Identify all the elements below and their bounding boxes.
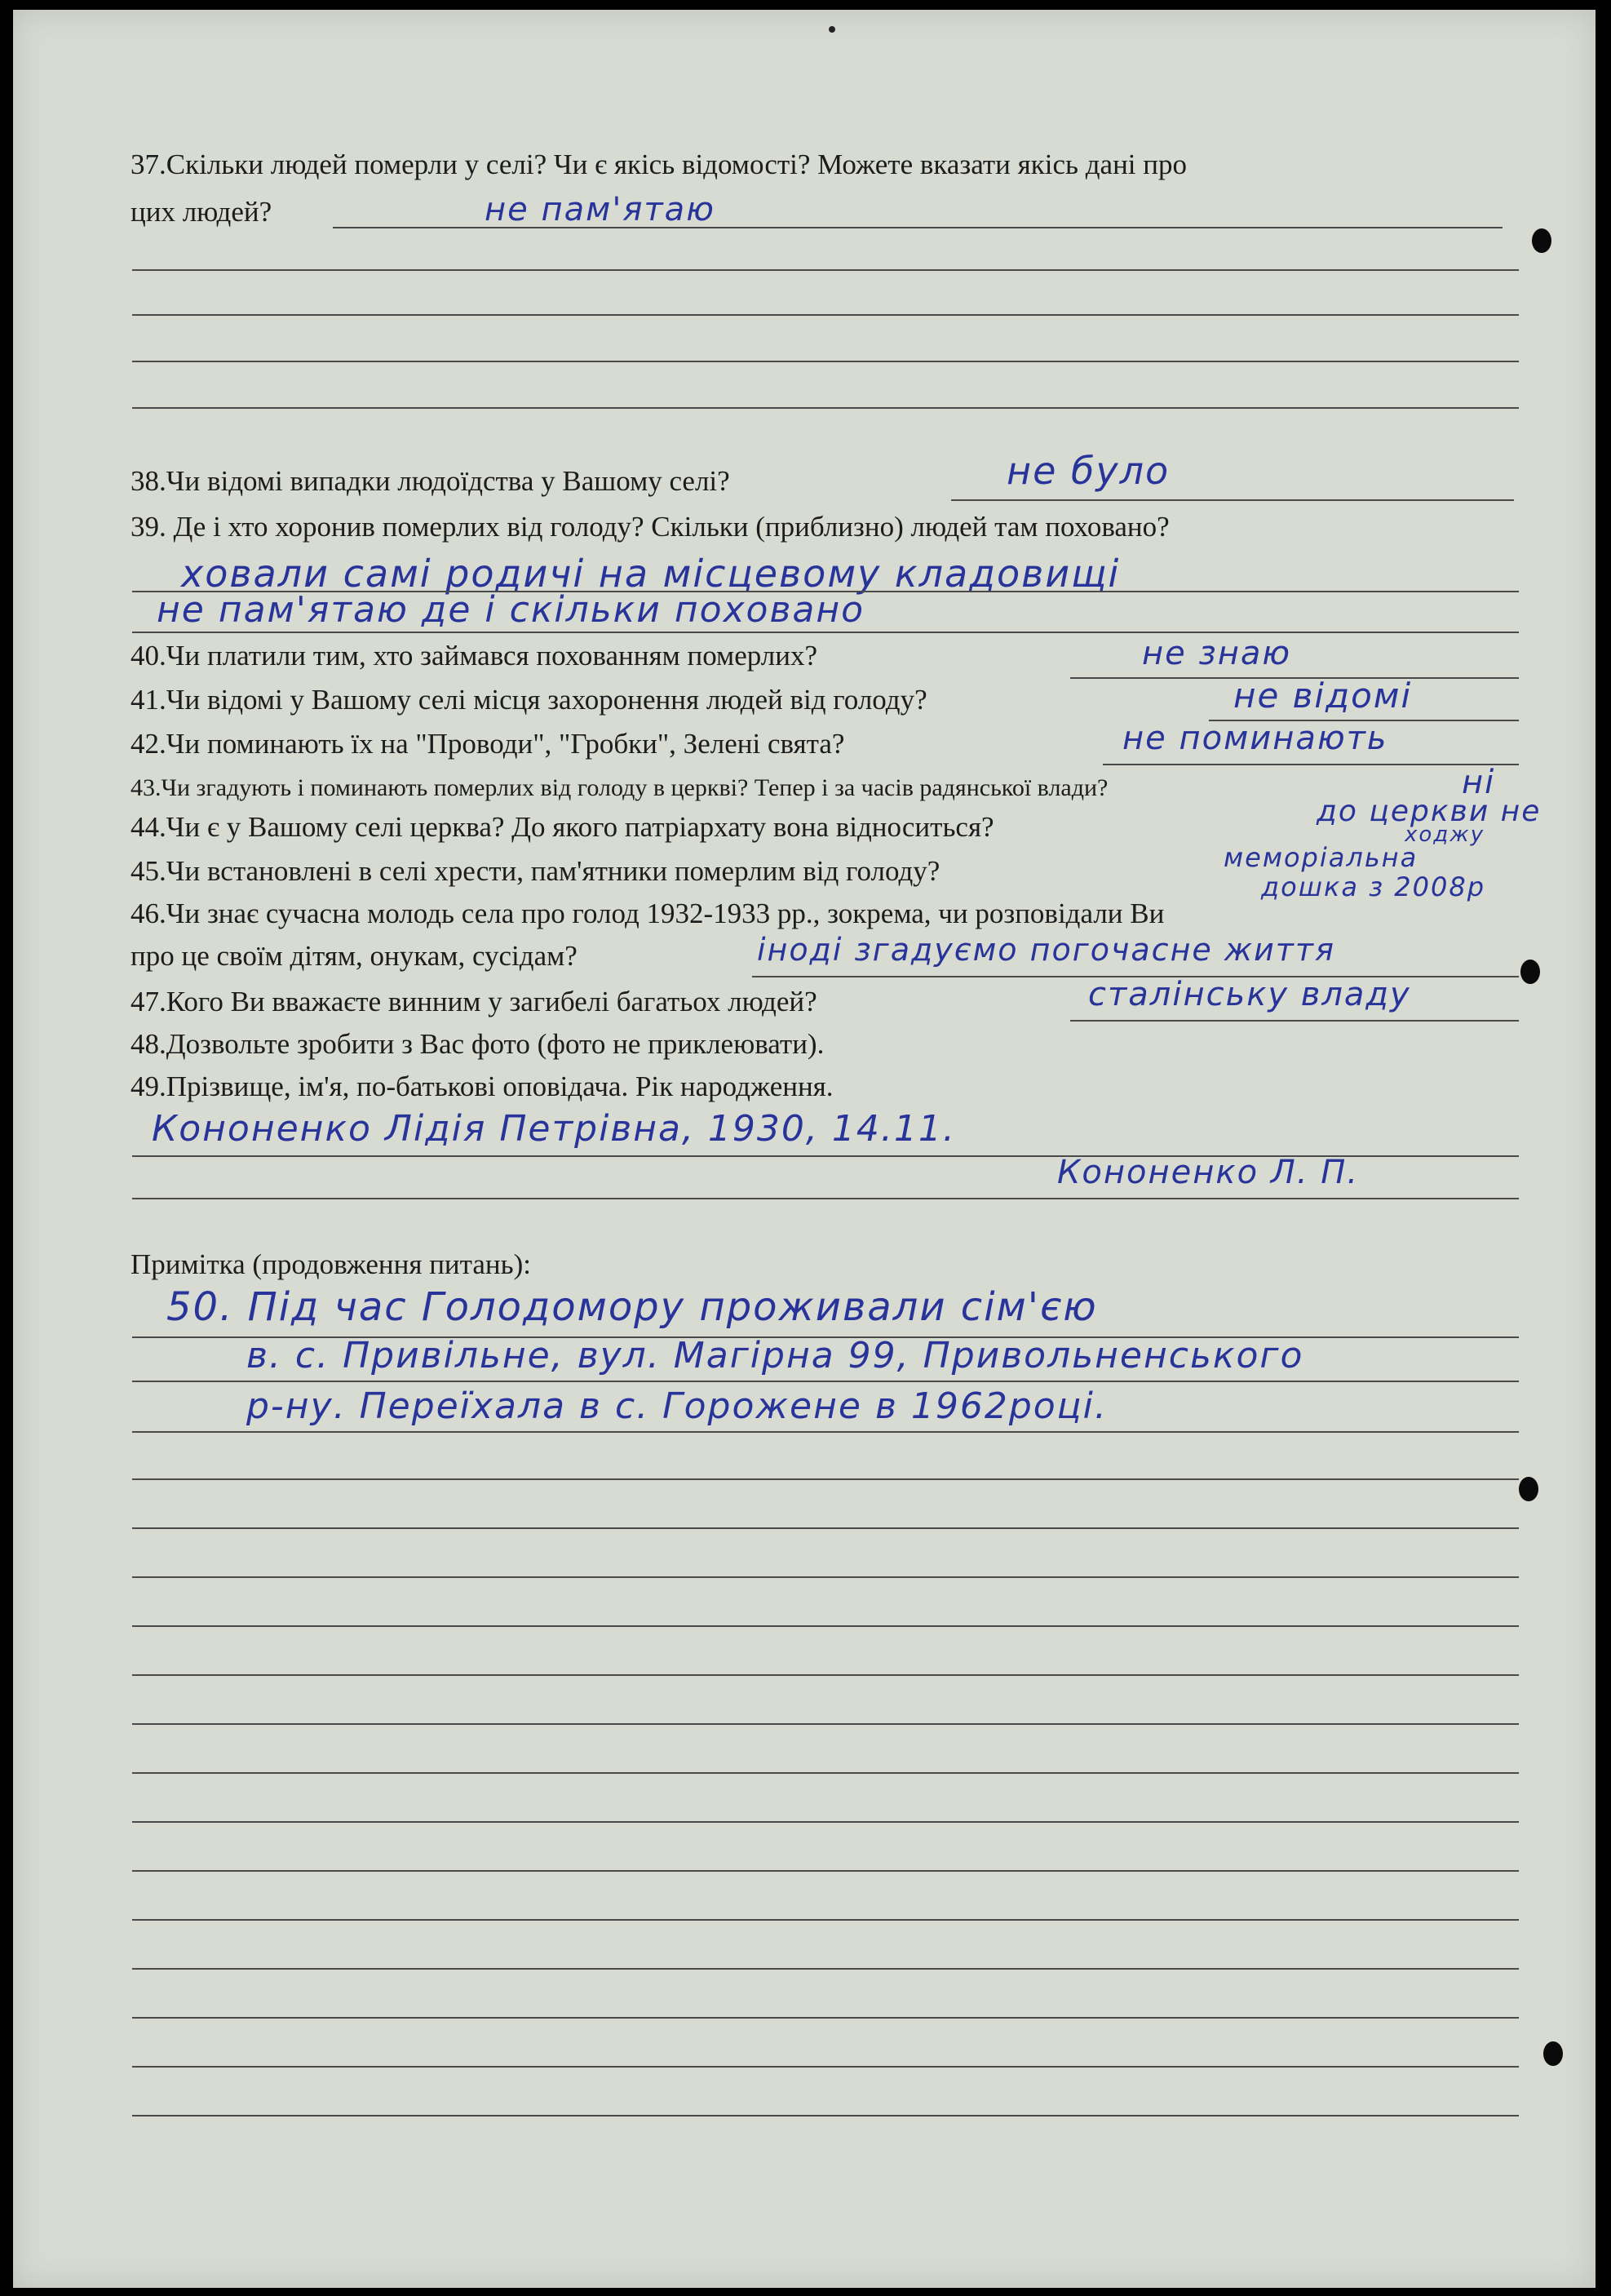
question-42: 42.Чи поминають їх на "Проводи", "Гробки", Зелені свята?: [131, 728, 845, 760]
answer-41: не відомі: [1233, 676, 1413, 716]
question-44: 44.Чи є у Вашому селі церква? До якого патріархату вона відноситься?: [131, 811, 994, 843]
note-line: [132, 1723, 1519, 1725]
note-label: Примітка (продовження питань):: [131, 1248, 531, 1280]
note-line-1: 50. Під час Голодомору проживали сім'єю: [166, 1284, 1098, 1330]
narrator-signature: Кононенко Л. П.: [1057, 1154, 1360, 1191]
answer-45-line1: меморіальна: [1224, 842, 1418, 873]
questionnaire-page: [13, 10, 1596, 2288]
question-49: 49.Прізвище, ім'я, по-батькові оповідача. Рік народження.: [131, 1070, 834, 1102]
binder-hole-2: [1520, 960, 1540, 984]
note-line: [132, 1381, 1519, 1382]
question-37-line1: 37.Скільки людей померли у селі? Чи є якісь відомості? Можете вказати якісь дані про: [131, 148, 1187, 180]
question-47: 47.Кого Ви вважаєте винним у загибелі багатьох людей?: [131, 986, 817, 1017]
answer-line: [132, 1198, 1519, 1199]
note-line: [132, 1674, 1519, 1676]
question-40: 40.Чи платили тим, хто займався похованням померлих?: [131, 640, 817, 672]
question-46-line1: 46.Чи знає сучасна молодь села про голод 1932-1933 рр., зокрема, чи розповідали Ви: [131, 898, 1165, 929]
note-line: [132, 1576, 1519, 1578]
note-line-3: р-ну. Переїхала в с. Горожене в 1962році.: [246, 1385, 1108, 1427]
answer-44-line1: до церкви не: [1317, 795, 1542, 828]
question-43: 43.Чи згадують і поминають померлих від голоду в церкві? Тепер і за часів радянської влади?: [131, 774, 1109, 801]
answer-line: [1103, 764, 1519, 765]
note-line: [132, 1527, 1519, 1529]
answer-line: [951, 499, 1514, 501]
punch-dot-top: [829, 26, 835, 33]
question-46-line2: про це своїм дітям, онукам, сусідам?: [131, 940, 578, 972]
note-line: [132, 1478, 1519, 1480]
note-line: [132, 1919, 1519, 1921]
binder-hole-3: [1519, 1477, 1538, 1501]
answer-37: не пам'ятаю: [485, 191, 715, 228]
answer-43: ні: [1462, 764, 1496, 801]
question-41: 41.Чи відомі у Вашому селі місця захоронення людей від голоду?: [131, 684, 927, 716]
note-line: [132, 2115, 1519, 2116]
question-39: 39. Де і хто хоронив померлих від голоду? Скільки (приблизно) людей там поховано?: [131, 511, 1170, 543]
answer-line: [132, 314, 1519, 316]
binder-hole-4: [1543, 2041, 1563, 2066]
answer-45-line2: дошка з 2008р: [1261, 871, 1486, 902]
answer-42: не поминають: [1122, 720, 1388, 757]
question-45: 45.Чи встановлені в селі хрести, пам'ятники померлим від голоду?: [131, 855, 940, 887]
note-line: [132, 1772, 1519, 1774]
note-line: [132, 1870, 1519, 1872]
question-48: 48.Дозвольте зробити з Вас фото (фото не приклеювати).: [131, 1028, 825, 1060]
answer-47: сталінську владу: [1088, 976, 1411, 1013]
note-line: [132, 1968, 1519, 1970]
note-line-2: в. с. Привільне, вул. Магірна 99, Привольненського: [246, 1335, 1304, 1376]
answer-39-line1: ховали самі родичі на місцевому кладовищі: [181, 552, 1121, 596]
answer-line: [132, 632, 1519, 633]
question-38: 38.Чи відомі випадки людоїдства у Вашому селі?: [131, 465, 730, 497]
note-line: [132, 1431, 1519, 1433]
note-line: [132, 1821, 1519, 1823]
answer-40: не знаю: [1142, 635, 1292, 672]
answer-44-line2: ходжу: [1405, 822, 1485, 847]
answer-49-name: Кононенко Лідія Петрівна, 1930, 14.11.: [152, 1108, 956, 1150]
note-line: [132, 2017, 1519, 2019]
answer-39-line2: не пам'ятаю де і скільки поховано: [157, 589, 865, 631]
answer-46: іноді згадуємо погочасне життя: [757, 932, 1335, 968]
answer-38: не було: [1007, 449, 1171, 493]
answer-line: [132, 407, 1519, 409]
answer-line: [132, 361, 1519, 362]
answer-line: [1070, 1020, 1519, 1022]
answer-line: [132, 269, 1519, 271]
binder-hole-1: [1532, 228, 1551, 253]
question-37-line2: цих людей?: [131, 196, 272, 228]
note-line: [132, 2066, 1519, 2068]
note-line: [132, 1625, 1519, 1627]
